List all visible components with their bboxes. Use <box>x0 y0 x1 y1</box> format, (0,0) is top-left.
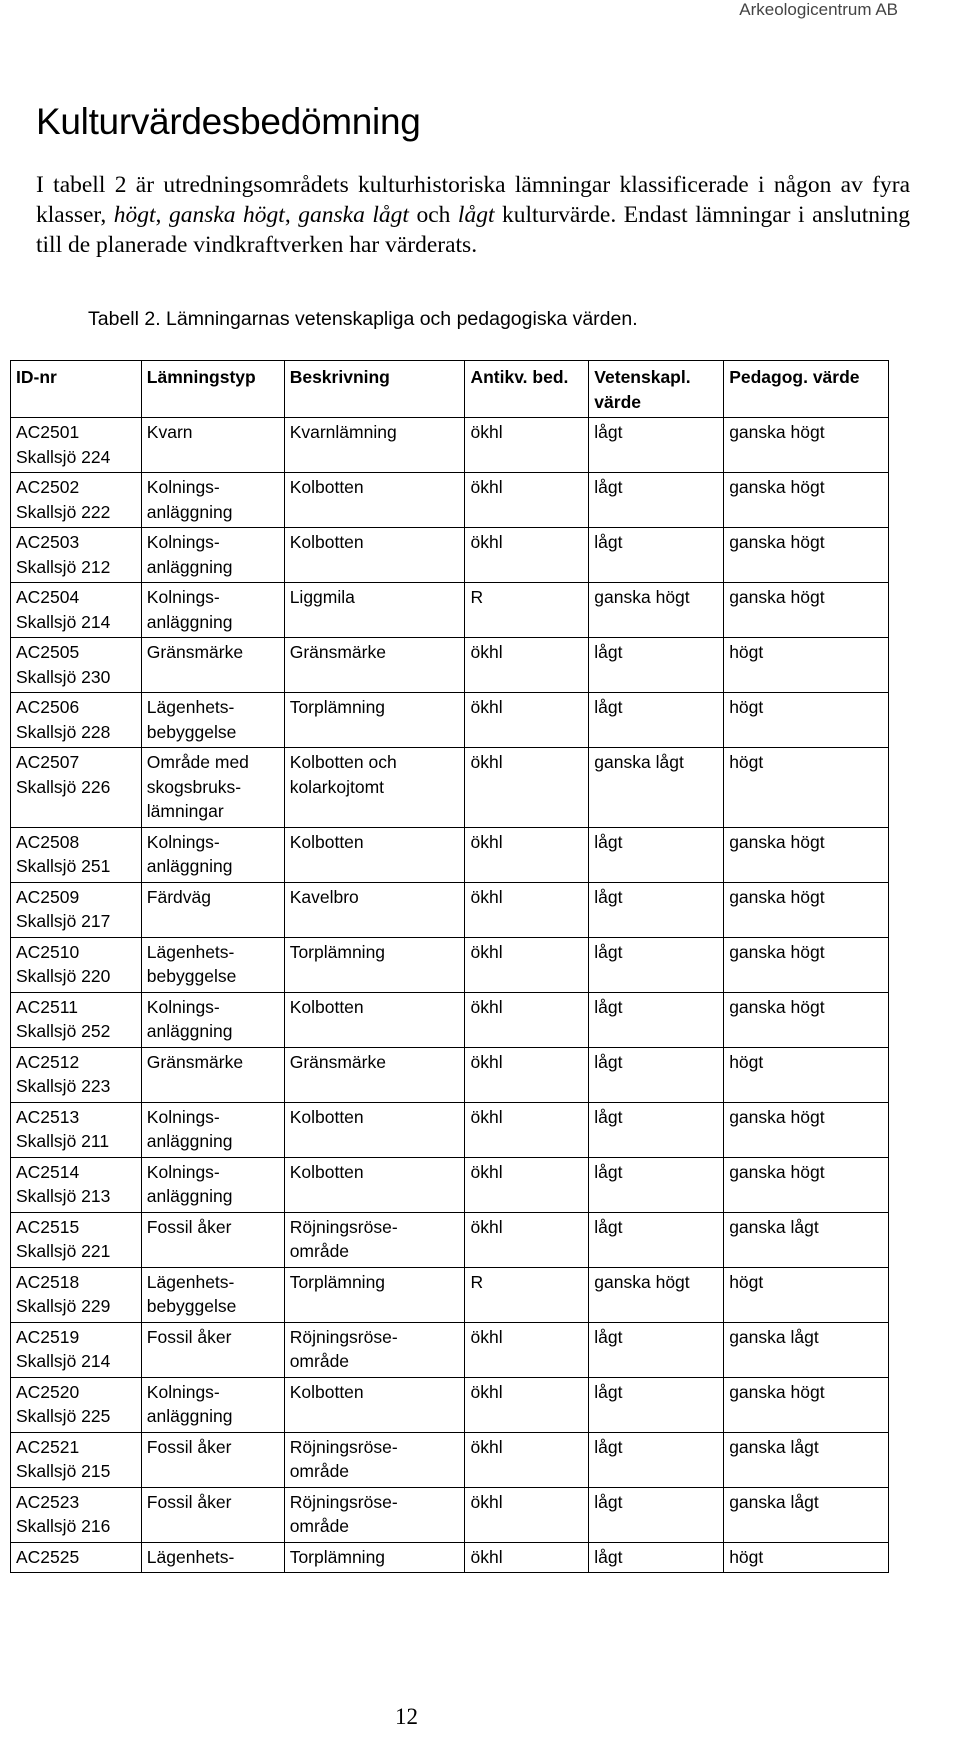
cell-id: AC2510 Skallsjö 220 <box>11 937 142 992</box>
table-row <box>11 418 889 473</box>
table-row <box>11 992 889 1047</box>
cell-id: AC2521 Skallsjö 215 <box>11 1432 142 1487</box>
cell-id: AC2518 Skallsjö 229 <box>11 1267 142 1322</box>
cell-assessment: ökhl <box>465 1432 589 1487</box>
cell-description: Kolbotten <box>284 992 465 1047</box>
cell-id: AC2501 Skallsjö 224 <box>11 418 142 473</box>
cell-pedagogical-value: ganska högt <box>724 827 889 882</box>
table-row <box>11 1487 889 1542</box>
cell-scientific-value: lågt <box>589 1377 724 1432</box>
cell-type: Färdväg <box>141 882 284 937</box>
cell-scientific-value: lågt <box>589 1212 724 1267</box>
cell-pedagogical-value: ganska lågt <box>724 1487 889 1542</box>
cell-type: Lägenhets- bebyggelse <box>141 1267 284 1322</box>
cell-type: Fossil åker <box>141 1487 284 1542</box>
cell-pedagogical-value: högt <box>724 1047 889 1102</box>
cell-assessment: ökhl <box>465 1487 589 1542</box>
cell-id: AC2512 Skallsjö 223 <box>11 1047 142 1102</box>
table-row <box>11 528 889 583</box>
intro-paragraph <box>36 170 910 260</box>
cell-scientific-value: lågt <box>589 992 724 1047</box>
class-fairly-low: ganska lågt <box>298 202 409 228</box>
cell-scientific-value: ganska högt <box>589 1267 724 1322</box>
cell-scientific-value: lågt <box>589 1322 724 1377</box>
cell-id: AC2513 Skallsjö 211 <box>11 1102 142 1157</box>
cell-description: Liggmila <box>284 583 465 638</box>
cell-type: Kolnings- anläggning <box>141 1102 284 1157</box>
cell-type: Gränsmärke <box>141 1047 284 1102</box>
cell-type: Kolnings- anläggning <box>141 473 284 528</box>
cell-type: Lägenhets- bebyggelse <box>141 693 284 748</box>
cell-id: AC2509 Skallsjö 217 <box>11 882 142 937</box>
table-row <box>11 882 889 937</box>
cell-id: AC2504 Skallsjö 214 <box>11 583 142 638</box>
cell-type: Kolnings- anläggning <box>141 827 284 882</box>
cell-description: Kolbotten och kolarkojtomt <box>284 748 465 828</box>
column-header-id: ID-nr <box>11 361 142 418</box>
cell-pedagogical-value: ganska lågt <box>724 1432 889 1487</box>
cell-description: Gränsmärke <box>284 638 465 693</box>
cell-assessment: ökhl <box>465 528 589 583</box>
cell-assessment: ökhl <box>465 1542 589 1573</box>
cell-id: AC2506 Skallsjö 228 <box>11 693 142 748</box>
document-header: Arkeologicentrum AB <box>739 0 898 19</box>
cell-pedagogical-value: ganska högt <box>724 992 889 1047</box>
intro-text: kulturvärde. Endast lämningar i anslutning till de planerade vindkraftverken har värderats. <box>36 202 911 258</box>
cell-pedagogical-value: ganska högt <box>724 418 889 473</box>
cell-scientific-value: lågt <box>589 1432 724 1487</box>
cell-scientific-value: lågt <box>589 1102 724 1157</box>
cell-assessment: ökhl <box>465 882 589 937</box>
intro-text: I tabell 2 är utredningsområdets kulturhistoriska lämningar klassificerade i någon av fyra klasser, <box>36 172 910 228</box>
cell-id: AC2502 Skallsjö 222 <box>11 473 142 528</box>
cell-pedagogical-value: ganska högt <box>724 583 889 638</box>
cell-scientific-value: lågt <box>589 1487 724 1542</box>
cell-description: Torplämning <box>284 1267 465 1322</box>
cell-type: Område med skogsbruks- lämningar <box>141 748 284 828</box>
cell-id: AC2515 Skallsjö 221 <box>11 1212 142 1267</box>
cell-pedagogical-value: ganska lågt <box>724 1212 889 1267</box>
page-number: 12 <box>395 1704 418 1729</box>
cell-scientific-value: lågt <box>589 528 724 583</box>
cell-pedagogical-value: ganska högt <box>724 1377 889 1432</box>
cell-assessment: ökhl <box>465 1212 589 1267</box>
cell-description: Kolbotten <box>284 1157 465 1212</box>
cell-scientific-value: lågt <box>589 937 724 992</box>
cell-id: AC2520 Skallsjö 225 <box>11 1377 142 1432</box>
intro-text: och <box>408 202 458 228</box>
table-row <box>11 1267 889 1322</box>
cell-pedagogical-value: ganska högt <box>724 882 889 937</box>
cell-description: Torplämning <box>284 937 465 992</box>
cell-id: AC2511 Skallsjö 252 <box>11 992 142 1047</box>
cell-description: Kolbotten <box>284 1377 465 1432</box>
cell-description: Kolbotten <box>284 827 465 882</box>
cell-pedagogical-value: ganska högt <box>724 528 889 583</box>
cell-id: AC2523 Skallsjö 216 <box>11 1487 142 1542</box>
cell-id: AC2503 Skallsjö 212 <box>11 528 142 583</box>
cell-scientific-value: lågt <box>589 693 724 748</box>
table-row <box>11 1157 889 1212</box>
cell-type: Kolnings- anläggning <box>141 1157 284 1212</box>
table-header-row <box>11 361 889 418</box>
cell-type: Kvarn <box>141 418 284 473</box>
cell-assessment: ökhl <box>465 937 589 992</box>
cell-assessment: R <box>465 1267 589 1322</box>
cell-description: Gränsmärke <box>284 1047 465 1102</box>
cell-assessment: ökhl <box>465 748 589 828</box>
cell-scientific-value: lågt <box>589 418 724 473</box>
table-row <box>11 1212 889 1267</box>
column-header-antiquarian-assessment: Antikv. bed. <box>465 361 589 418</box>
cell-scientific-value: lågt <box>589 827 724 882</box>
cell-type: Kolnings- anläggning <box>141 528 284 583</box>
cell-type: Fossil åker <box>141 1322 284 1377</box>
cell-assessment: ökhl <box>465 1322 589 1377</box>
cell-id: AC2514 Skallsjö 213 <box>11 1157 142 1212</box>
table-row <box>11 937 889 992</box>
cell-scientific-value: ganska lågt <box>589 748 724 828</box>
table-row <box>11 1377 889 1432</box>
cell-pedagogical-value: högt <box>724 638 889 693</box>
cell-scientific-value: ganska högt <box>589 583 724 638</box>
table-row <box>11 827 889 882</box>
cell-pedagogical-value: ganska högt <box>724 473 889 528</box>
cell-scientific-value: lågt <box>589 473 724 528</box>
cell-assessment: ökhl <box>465 1157 589 1212</box>
cell-type: Lägenhets- <box>141 1542 284 1573</box>
table-row <box>11 473 889 528</box>
cell-type: Kolnings- anläggning <box>141 583 284 638</box>
cell-pedagogical-value: högt <box>724 693 889 748</box>
cell-assessment: ökhl <box>465 1377 589 1432</box>
cell-assessment: ökhl <box>465 418 589 473</box>
cell-pedagogical-value: ganska högt <box>724 1157 889 1212</box>
table-row <box>11 693 889 748</box>
class-low: lågt <box>457 202 495 228</box>
class-fairly-high: ganska högt <box>168 202 285 228</box>
cell-pedagogical-value: högt <box>724 1267 889 1322</box>
table-row <box>11 1047 889 1102</box>
cell-id: AC2505 Skallsjö 230 <box>11 638 142 693</box>
cell-assessment: R <box>465 583 589 638</box>
cell-description: Röjningsröse- område <box>284 1212 465 1267</box>
cell-description: Kolbotten <box>284 528 465 583</box>
cell-type: Kolnings- anläggning <box>141 1377 284 1432</box>
column-header-description: Beskrivning <box>284 361 465 418</box>
cell-description: Kavelbro <box>284 882 465 937</box>
cell-description: Röjningsröse- område <box>284 1487 465 1542</box>
cell-description: Röjningsröse- område <box>284 1432 465 1487</box>
cell-type: Gränsmärke <box>141 638 284 693</box>
cell-id: AC2508 Skallsjö 251 <box>11 827 142 882</box>
cell-type: Kolnings- anläggning <box>141 992 284 1047</box>
column-header-scientific-value: Vetenskapl. värde <box>589 361 724 418</box>
cell-id: AC2507 Skallsjö 226 <box>11 748 142 828</box>
cell-description: Röjningsröse- område <box>284 1322 465 1377</box>
intro-text: , <box>155 202 169 228</box>
cell-pedagogical-value: högt <box>724 1542 889 1573</box>
cell-assessment: ökhl <box>465 1047 589 1102</box>
cell-pedagogical-value: ganska lågt <box>724 1322 889 1377</box>
table-row <box>11 1102 889 1157</box>
cell-pedagogical-value: högt <box>724 748 889 828</box>
cell-id: AC2525 <box>11 1542 142 1573</box>
cell-description: Kvarnlämning <box>284 418 465 473</box>
intro-text: , <box>284 202 299 228</box>
cell-assessment: ökhl <box>465 693 589 748</box>
table-row <box>11 1322 889 1377</box>
cell-description: Torplämning <box>284 693 465 748</box>
cell-scientific-value: lågt <box>589 1047 724 1102</box>
cell-assessment: ökhl <box>465 638 589 693</box>
cell-pedagogical-value: ganska högt <box>724 1102 889 1157</box>
cell-description: Kolbotten <box>284 473 465 528</box>
cell-type: Fossil åker <box>141 1432 284 1487</box>
cell-assessment: ökhl <box>465 827 589 882</box>
cell-description: Kolbotten <box>284 1102 465 1157</box>
section-title: Kulturvärdesbedömning <box>36 101 421 142</box>
table-row <box>11 638 889 693</box>
cell-scientific-value: lågt <box>589 882 724 937</box>
class-high: högt <box>113 202 156 228</box>
cell-assessment: ökhl <box>465 473 589 528</box>
table-row <box>11 583 889 638</box>
table-row <box>11 1542 889 1573</box>
cell-assessment: ökhl <box>465 1102 589 1157</box>
table-caption: Tabell 2. Lämningarnas vetenskapliga och pedagogiska värden. <box>88 308 638 330</box>
cell-scientific-value: lågt <box>589 638 724 693</box>
heritage-value-table <box>10 360 889 1573</box>
cell-id: AC2519 Skallsjö 214 <box>11 1322 142 1377</box>
cell-assessment: ökhl <box>465 992 589 1047</box>
cell-type: Fossil åker <box>141 1212 284 1267</box>
cell-scientific-value: lågt <box>589 1157 724 1212</box>
cell-scientific-value: lågt <box>589 1542 724 1573</box>
cell-type: Lägenhets- bebyggelse <box>141 937 284 992</box>
column-header-type: Lämningstyp <box>141 361 284 418</box>
table-row <box>11 748 889 828</box>
cell-description: Torplämning <box>284 1542 465 1573</box>
table-row <box>11 1432 889 1487</box>
column-header-pedagogical-value: Pedagog. värde <box>724 361 889 418</box>
cell-pedagogical-value: ganska högt <box>724 937 889 992</box>
